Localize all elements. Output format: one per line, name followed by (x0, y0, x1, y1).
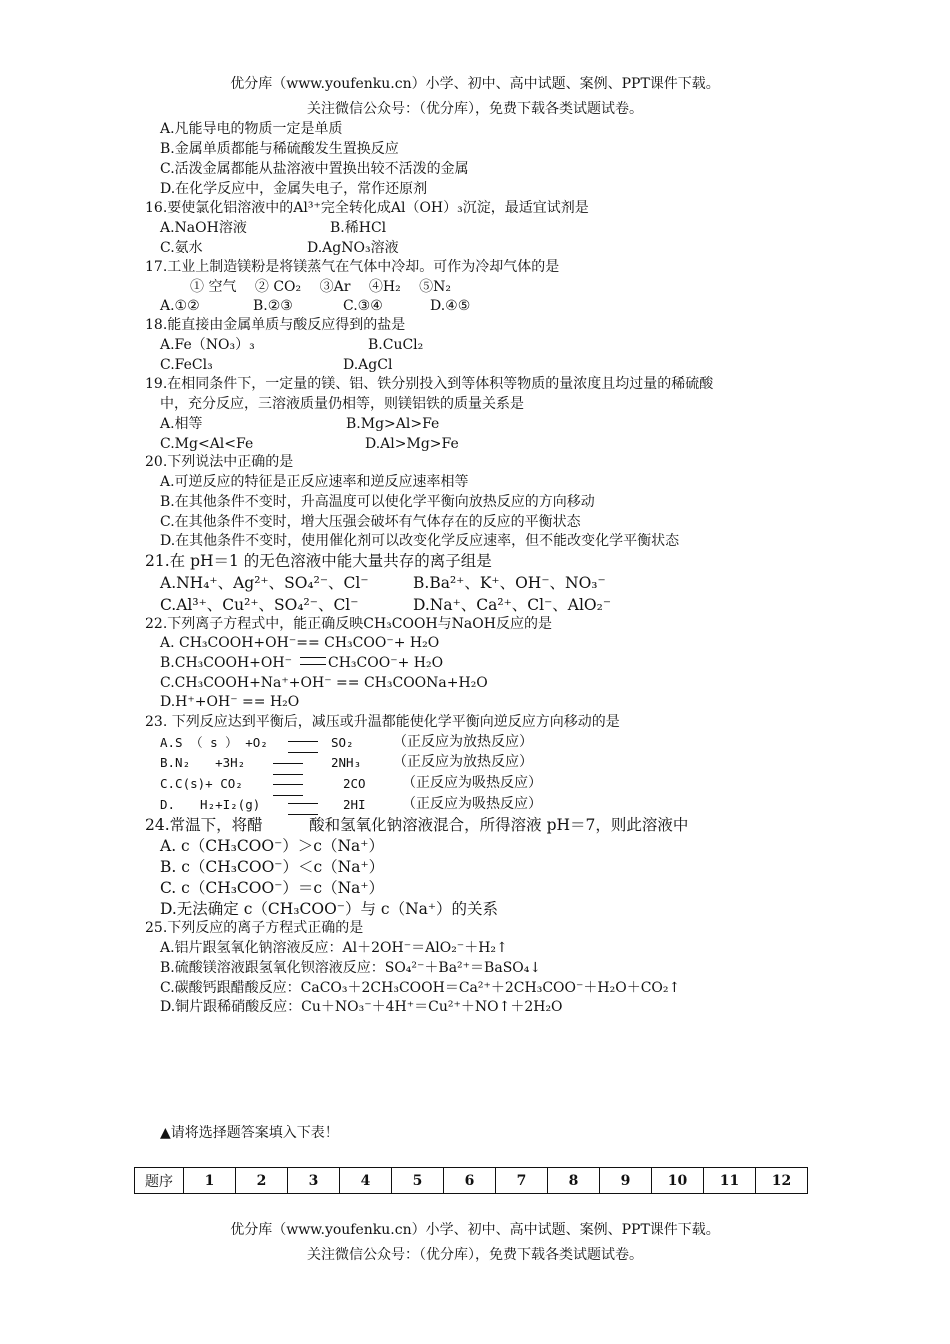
q20-option-a: A.可逆反应的特征是正反应速率和逆反应速率相等 (160, 474, 469, 490)
q23-option-d-note: （正反应为吸热反应） (402, 796, 542, 812)
answer-cell-1[interactable]: 1 (184, 1168, 236, 1194)
answer-cell-5[interactable]: 5 (392, 1168, 444, 1194)
q19-stem-line-2: 中，充分反应，三溶液质量仍相等，则镁铝铁的质量关系是 (160, 396, 524, 412)
q23-option-d-right: 2HI (343, 797, 366, 812)
q15-option-d: D.在化学反应中，金属失电子，常作还原剂 (160, 181, 428, 197)
q23-option-b-right: 2NH₃ (331, 755, 362, 770)
answer-table-label: 题序 (135, 1168, 184, 1194)
q23-stem: 23. 下列反应达到平衡后，减压或升温都能使化学平衡向逆反应方向移动的是 (145, 714, 620, 730)
q15-option-b: B.金属单质都能与稀硫酸发生置换反应 (160, 141, 399, 157)
q23-option-a-left: A.S （ s ） +O₂ (160, 735, 268, 750)
q22-option-b-left: B.CH₃COOH+OH⁻ (160, 655, 292, 671)
q16-option-d: D.AgNO₃溶液 (307, 240, 399, 256)
q18-option-c: C.FeCl₃ (160, 357, 213, 373)
q23-a-equilibrium-arrow (288, 741, 318, 753)
q22-equilibrium-arrow (300, 657, 326, 665)
q23-option-c-note: （正反应为吸热反应） (402, 775, 542, 791)
q24-option-c: C. c（CH₃COO⁻）＝c（Na⁺） (160, 879, 385, 897)
footer-line-1: 优分库（www.youfenku.cn）小学、初中、高中试题、案例、PPT课件下载。 (230, 1222, 720, 1238)
q20-option-b: B.在其他条件不变时，升高温度可以使化学平衡向放热反应的方向移动 (160, 494, 595, 510)
q21-option-b: B.Ba²⁺、K⁺、OH⁻、NO₃⁻ (413, 574, 606, 592)
q25-option-a: A.铝片跟氢氧化钠溶液反应：Al＋2OH⁻＝AlO₂⁻＋H₂↑ (160, 940, 508, 956)
q25-stem: 25.下列反应的离子方程式正确的是 (145, 920, 364, 936)
q18-option-a: A.Fe（NO₃）₃ (160, 337, 255, 353)
q15-option-a: A.凡能导电的物质一定是单质 (160, 121, 343, 137)
answer-table-row (135, 1168, 808, 1194)
q19-option-b: B.Mg>Al>Fe (346, 416, 440, 432)
q21-option-d: D.Na⁺、Ca²⁺、Cl⁻、AlO₂⁻ (413, 596, 612, 614)
header-line-2: 关注微信公众号：（优分库），免费下载各类试题试卷。 (307, 101, 643, 117)
q17-items: ① 空气 ② CO₂ ③Ar ④H₂ ⑤N₂ (190, 279, 451, 295)
q24-option-d: D.无法确定 c（CH₃COO⁻）与 c（Na⁺）的关系 (160, 900, 499, 918)
answer-cell-9[interactable]: 9 (600, 1168, 652, 1194)
q23-d-equilibrium-arrow (288, 803, 318, 815)
q21-option-c: C.Al³⁺、Cu²⁺、SO₄²⁻、Cl⁻ (160, 596, 359, 614)
q24-stem: 24.常温下，将醋 酸和氢氧化钠溶液混合，所得溶液 pH＝7，则此溶液中 (145, 816, 689, 834)
answer-cell-2[interactable]: 2 (236, 1168, 288, 1194)
q16-option-a: A.NaOH溶液 (160, 220, 247, 236)
q23-c-equilibrium-arrow (273, 784, 303, 796)
q18-stem: 18.能直接由金属单质与酸反应得到的盐是 (145, 317, 406, 333)
answer-instruction: ▲请将选择题答案填入下表！ (160, 1125, 339, 1141)
q19-option-d: D.Al>Mg>Fe (365, 436, 459, 452)
q17-stem: 17.工业上制造镁粉是将镁蒸气在气体中冷却。可作为冷却气体的是 (145, 259, 560, 275)
answer-cell-10[interactable]: 10 (652, 1168, 704, 1194)
q25-option-b: B.硫酸镁溶液跟氢氧化钡溶液反应：SO₄²⁻＋Ba²⁺＝BaSO₄↓ (160, 960, 542, 976)
q17-option-b: B.②③ (253, 298, 293, 314)
q23-option-c-left: C.C(s)+ CO₂ (160, 776, 243, 791)
q21-stem: 21.在 pH＝1 的无色溶液中能大量共存的离子组是 (145, 552, 492, 570)
q18-option-b: B.CuCl₂ (368, 337, 424, 353)
q23-option-c-right: 2CO (343, 776, 366, 791)
q23-b-equilibrium-arrow (273, 763, 303, 775)
q25-option-c: C.碳酸钙跟醋酸反应：CaCO₃＋2CH₃COOH＝Ca²⁺＋2CH₃COO⁻＋H₂O＋CO₂↑ (160, 980, 681, 996)
q22-stem: 22.下列离子方程式中，能正确反映CH₃COOH与NaOH反应的是 (145, 616, 552, 632)
q23-option-a-note: （正反应为放热反应） (393, 734, 533, 750)
q22-option-a: A. CH₃COOH+OH⁻== CH₃COO⁻+ H₂O (160, 635, 440, 651)
q19-stem-line-1: 19.在相同条件下，一定量的镁、铝、铁分别投入到等体积等物质的量浓度且均过量的稀硫酸 (145, 376, 714, 392)
answer-cell-4[interactable]: 4 (340, 1168, 392, 1194)
q24-option-b: B. c（CH₃COO⁻）＜c（Na⁺） (160, 858, 385, 876)
q16-option-c: C.氨水 (160, 240, 203, 256)
q18-option-d: D.AgCl (343, 357, 393, 373)
answer-cell-11[interactable]: 11 (704, 1168, 756, 1194)
answer-cell-6[interactable]: 6 (444, 1168, 496, 1194)
q16-option-b: B.稀HCl (330, 220, 387, 236)
header-line-1: 优分库（www.youfenku.cn）小学、初中、高中试题、案例、PPT课件下载。 (230, 76, 720, 92)
answer-cell-7[interactable]: 7 (496, 1168, 548, 1194)
q22-option-b-right: CH₃COO⁻+ H₂O (328, 655, 444, 671)
q25-option-d: D.铜片跟稀硝酸反应：Cu＋NO₃⁻＋4H⁺＝Cu²⁺＋NO↑＋2H₂O (160, 999, 563, 1015)
q24-option-a: A. c（CH₃COO⁻）＞c（Na⁺） (160, 837, 384, 855)
q22-option-d: D.H⁺+OH⁻ == H₂O (160, 694, 300, 710)
answer-cell-8[interactable]: 8 (548, 1168, 600, 1194)
q21-option-a: A.NH₄⁺、Ag²⁺、SO₄²⁻、Cl⁻ (160, 574, 369, 592)
q19-option-a: A.相等 (160, 416, 203, 432)
answer-cell-12[interactable]: 12 (756, 1168, 808, 1194)
q16-stem: 16.要使氯化铝溶液中的Al³⁺完全转化成Al（OH）₃沉淀，最适宜试剂是 (145, 200, 589, 216)
answer-table (134, 1167, 808, 1194)
q17-option-a: A.①② (160, 298, 200, 314)
footer-line-2: 关注微信公众号：（优分库），免费下载各类试题试卷。 (307, 1247, 643, 1263)
q22-option-c: C.CH₃COOH+Na⁺+OH⁻ == CH₃COONa+H₂O (160, 675, 488, 691)
q23-option-a-right: SO₂ (331, 735, 354, 750)
q20-option-c: C.在其他条件不变时，增大压强会破坏有气体存在的反应的平衡状态 (160, 514, 581, 530)
q17-option-c: C.③④ (343, 298, 383, 314)
q23-option-b-left: B.N₂ +3H₂ (160, 755, 246, 770)
answer-cell-3[interactable]: 3 (288, 1168, 340, 1194)
q23-option-d-left: D. H₂+I₂(g) (160, 797, 261, 812)
q17-option-d: D.④⑤ (430, 298, 471, 314)
q19-option-c: C.Mg<Al<Fe (160, 436, 254, 452)
q15-option-c: C.活泼金属都能从盐溶液中置换出较不活泼的金属 (160, 161, 469, 177)
q23-option-b-note: （正反应为放热反应） (393, 754, 533, 770)
q20-stem: 20.下列说法中正确的是 (145, 454, 294, 470)
q20-option-d: D.在其他条件不变时，使用催化剂可以改变化学反应速率，但不能改变化学平衡状态 (160, 533, 680, 549)
